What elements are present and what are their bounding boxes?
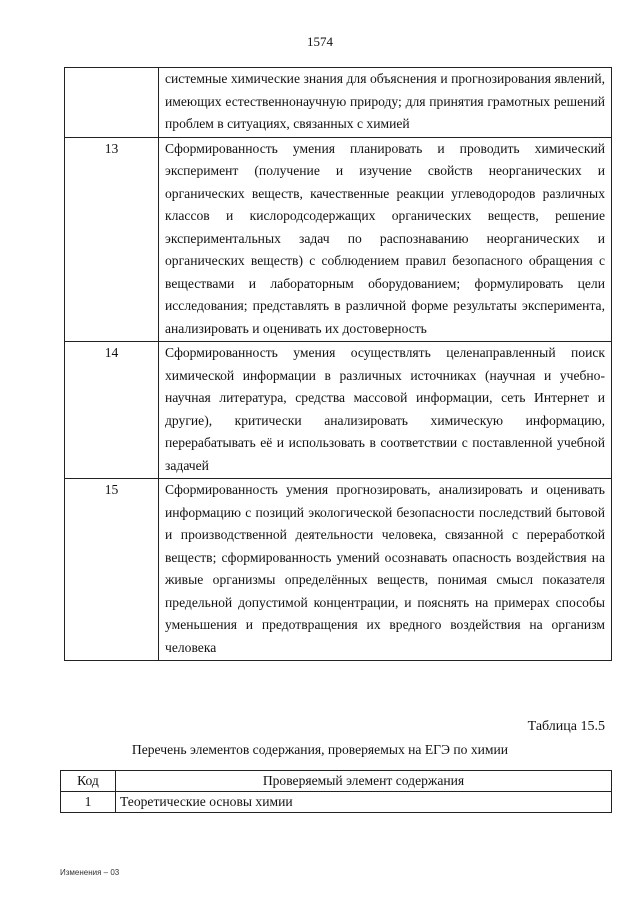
row-code: 1 [61, 792, 116, 813]
header-element: Проверяемый элемент содержания [116, 771, 612, 792]
table-row [61, 792, 612, 813]
row-text: системные химические знания для объяснения и прогнозирования явлений, имеющих естественнонаучную природу; для принятия грамотных решений проблем в ситуациях, связанных с химией [159, 68, 612, 138]
table-header-row [61, 771, 612, 792]
row-number: 14 [65, 342, 159, 479]
header-code: Код [61, 771, 116, 792]
table-row [65, 68, 612, 138]
row-number: 15 [65, 479, 159, 661]
table-row [65, 137, 612, 342]
row-text: Сформированность умения прогнозировать, анализировать и оценивать информацию с позиций экологической безопасности последствий бытовой и производственной деятельности человека, связанной с переработкой веществ; сформированность умений осознавать опасность воздействия на живые организмы определённых веществ, понимая смысл показателя предельной допустимой концентрации, и пояснять на примерах способы уменьшения и предотвращения их вредного воздействия на организм человека [159, 479, 612, 661]
row-number [65, 68, 159, 138]
competency-table [64, 67, 612, 661]
row-text: Сформированность умения планировать и проводить химический эксперимент (получение и изучение свойств неорганических и органических веществ, качественные реакции углеводородов различных классов и кислородсодержащих органических веществ, решение экспериментальных задач по распознаванию неорганических и органических веществ) с соблюдением правил безопасного обращения с веществами и лабораторным оборудованием; формулировать цели исследования; представлять в различной форме результаты эксперимента, анализировать и оценивать их достоверность [159, 137, 612, 342]
table-label: Таблица 15.5 [527, 719, 605, 734]
table-row [65, 342, 612, 479]
row-number: 13 [65, 137, 159, 342]
row-text: Сформированность умения осуществлять целенаправленный поиск химической информации в различных источниках (научная и учебно-научная литература, средства массовой информации, сеть Интернет и другие), критически анализировать химическую информацию, перерабатывать её и использовать в соответствии с поставленной учебной задачей [159, 342, 612, 479]
page-number: 1574 [307, 34, 333, 49]
row-element: Теоретические основы химии [116, 792, 612, 813]
content-elements-table [60, 770, 612, 813]
table-title: Перечень элементов содержания, проверяемых на ЕГЭ по химии [131, 742, 509, 757]
table-row [65, 479, 612, 661]
footer-note: Изменения – 03 [60, 868, 120, 877]
